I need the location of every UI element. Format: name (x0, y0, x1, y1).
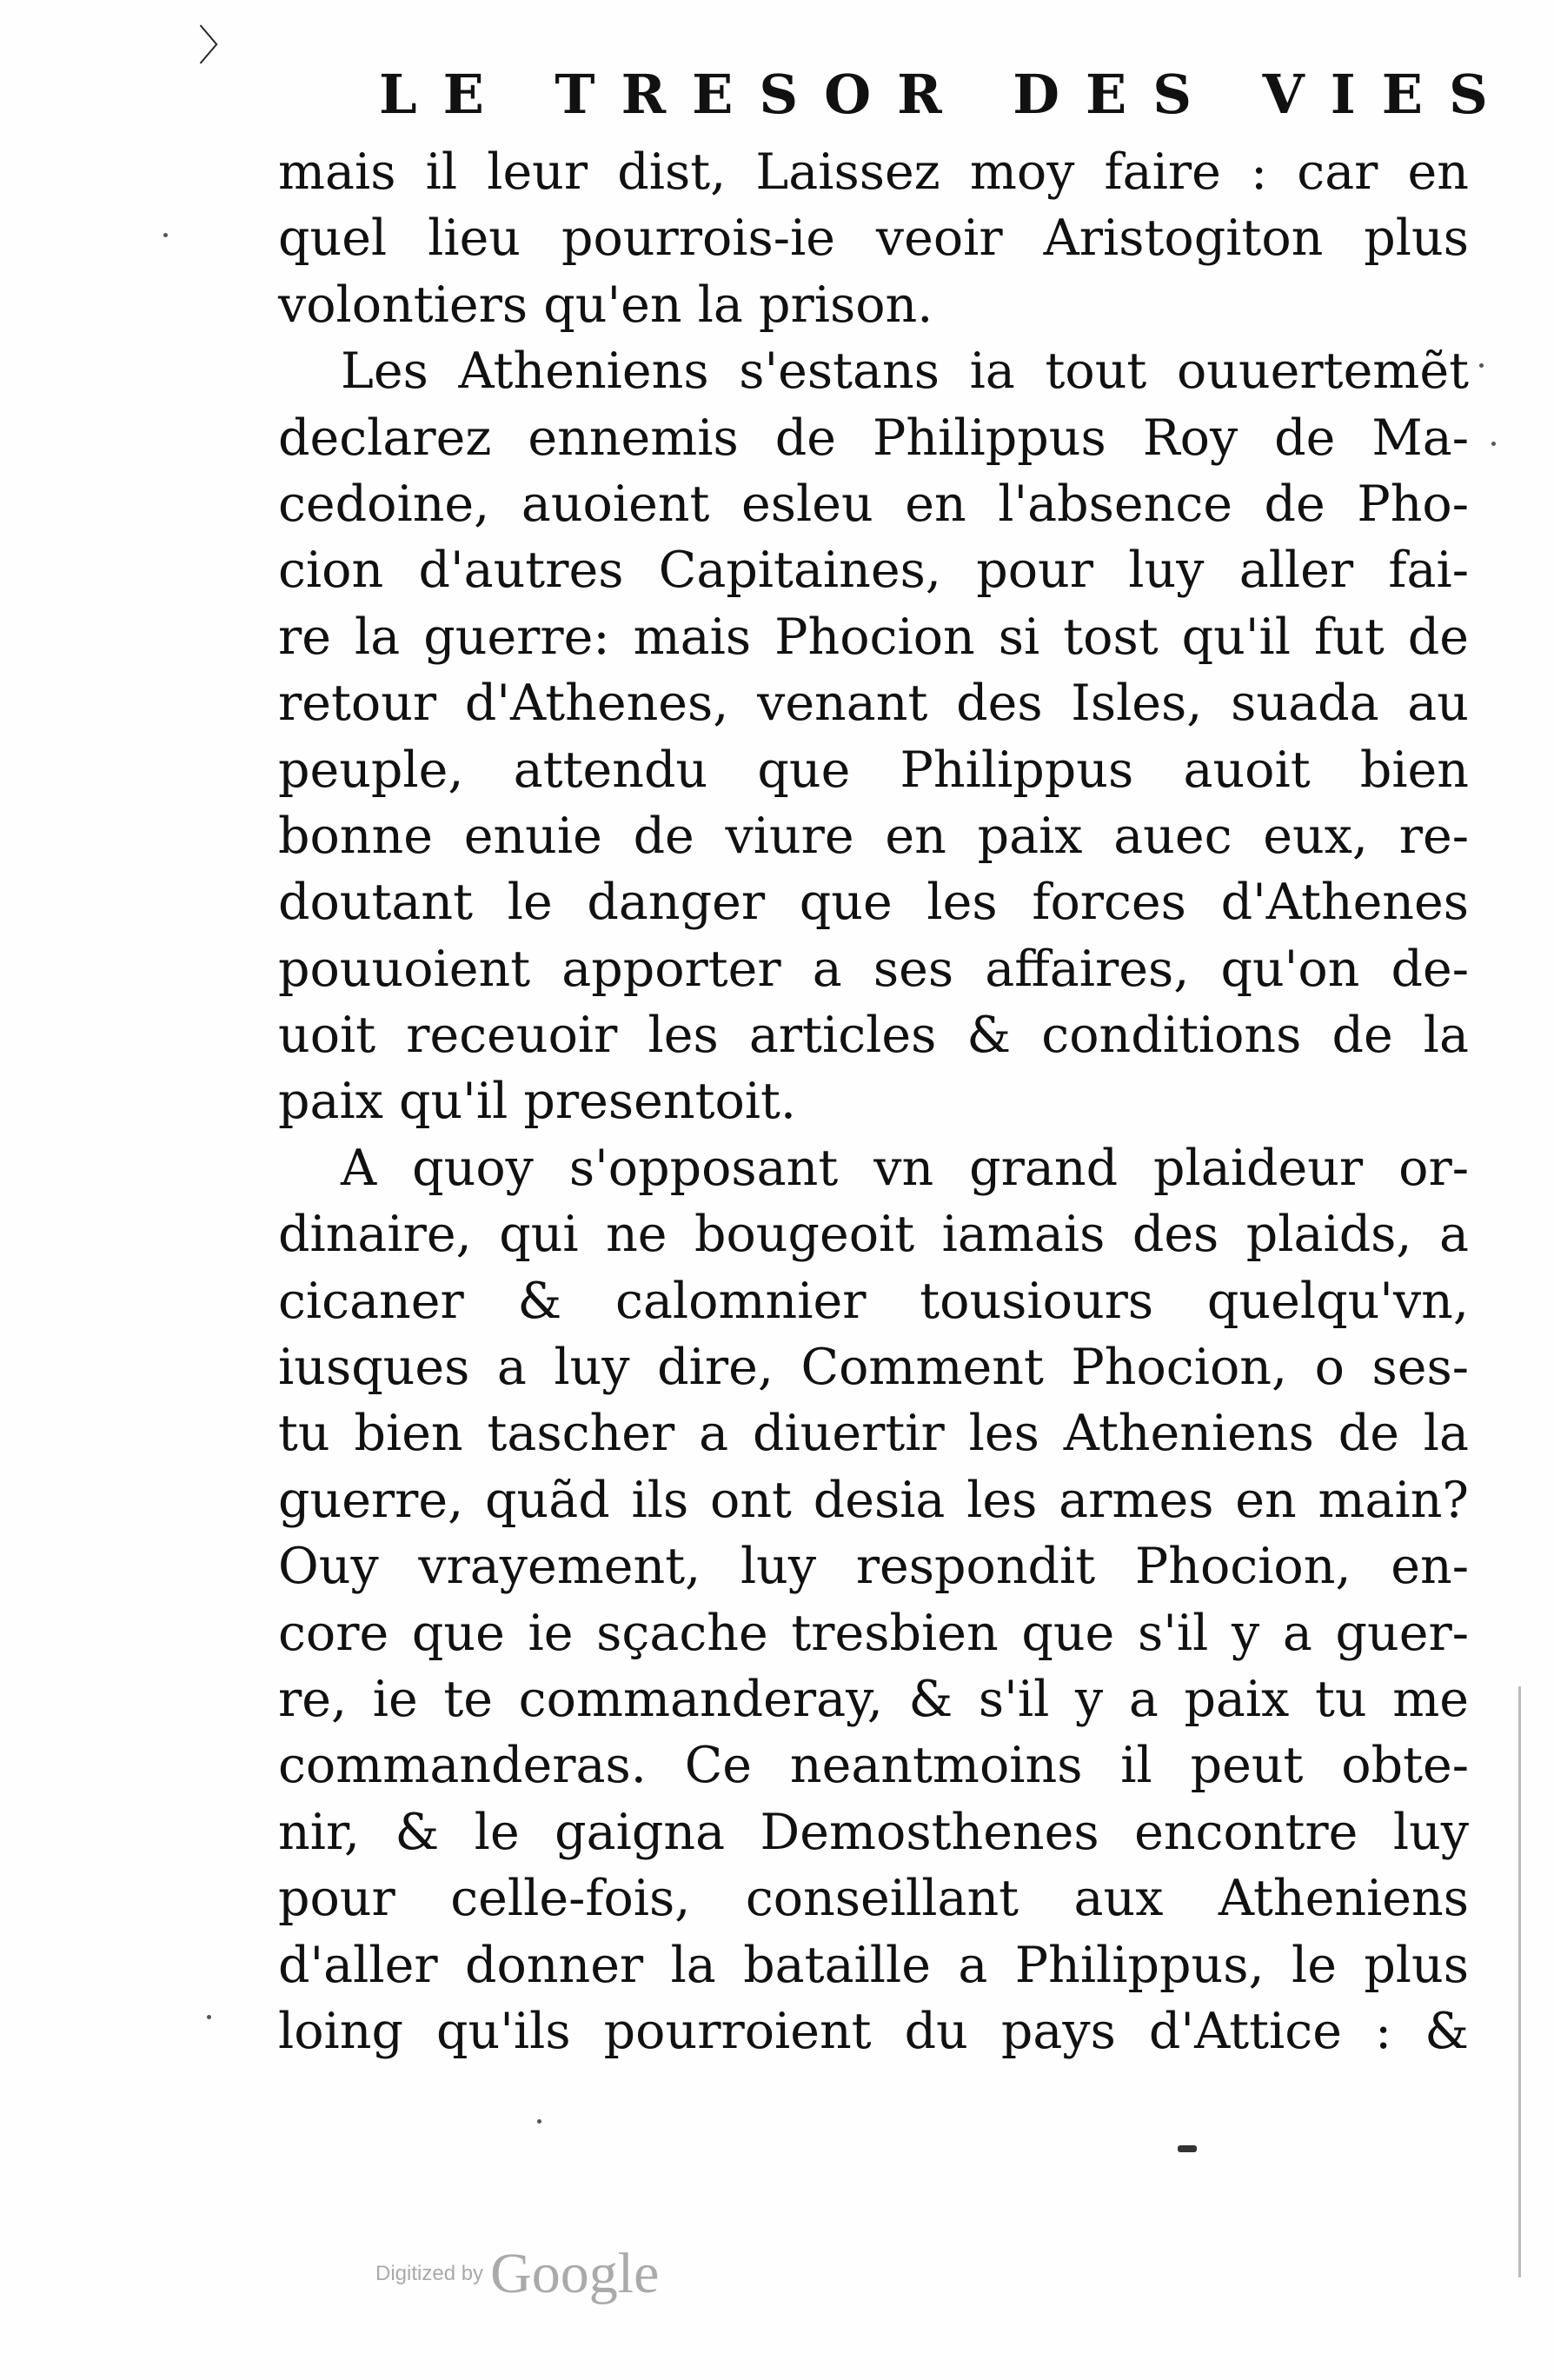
scan-edge-rule (1518, 1686, 1521, 2277)
text-line: core que ie sçache tresbien que s'il y a guer- (278, 1604, 1469, 1662)
ink-speck (207, 2015, 211, 2019)
text-line: paix qu'il presentoit. (278, 1073, 797, 1131)
text-line: dinaire, qui ne bougeoit iamais des plaids, a (278, 1206, 1469, 1264)
text-line: quel lieu pourrois-ie veoir Aristogiton plus (278, 209, 1469, 268)
text-line: volontiers qu'en la prison. (278, 276, 933, 334)
text-line: re la guerre: mais Phocion si tost qu'il fut de (278, 608, 1469, 666)
text-line: mais il leur dist, Laissez moy faire : car en (278, 143, 1469, 201)
text-line: Les Atheniens s'estans ia tout ouuertemẽt (341, 342, 1469, 401)
ink-speck (163, 233, 168, 237)
watermark-prefix: Digitized by (375, 2262, 484, 2285)
text-line: A quoy s'opposant vn grand plaideur or- (341, 1139, 1469, 1197)
text-line: Ouy vrayement, luy respondit Phocion, en- (278, 1538, 1469, 1596)
ink-mark (1178, 2145, 1197, 2152)
watermark-brand: Google (490, 2242, 660, 2305)
ink-speck (537, 2119, 541, 2124)
running-head: LE TRESOR DES VIES (379, 63, 1514, 126)
text-line: tu bien tascher a diuertir les Atheniens de la (278, 1405, 1469, 1463)
text-line: nir, & le gaigna Demosthenes encontre luy (278, 1803, 1469, 1861)
text-line: iusques a luy dire, Comment Phocion, o ses- (278, 1339, 1469, 1397)
corner-mark: 〉 (198, 22, 241, 70)
text-line: pouuoient apporter a ses affaires, qu'on de- (278, 940, 1469, 998)
text-line: cicaner & calomnier tousiours quelqu'vn, (278, 1272, 1469, 1330)
ink-speck (1491, 442, 1496, 446)
text-line: uoit receuoir les articles & conditions de la (278, 1007, 1469, 1065)
text-line: re, ie te commanderay, & s'il y a paix tu me (278, 1670, 1469, 1728)
ink-speck (1479, 363, 1484, 368)
text-line: guerre, quãd ils ont desia les armes en main? (278, 1471, 1469, 1529)
text-line: commanderas. Ce neantmoins il peut obte- (278, 1737, 1469, 1795)
text-line: d'aller donner la bataille a Philippus, le plus (278, 1936, 1469, 1994)
text-line: pour celle-fois, conseillant aux Atheniens (278, 1870, 1469, 1928)
text-line: bonne enuie de viure en paix auec eux, re- (278, 807, 1469, 865)
digitized-watermark (375, 2241, 659, 2307)
text-line: declarez ennemis de Philippus Roy de Ma- (278, 409, 1469, 467)
text-line: cion d'autres Capitaines, pour luy aller fai- (278, 542, 1469, 600)
text-line: retour d'Athenes, venant des Isles, suada au (278, 675, 1469, 733)
text-line: loing qu'ils pourroient du pays d'Attice : & (278, 2002, 1469, 2060)
text-line: doutant le danger que les forces d'Athenes (278, 874, 1469, 932)
body-text (278, 139, 1469, 2064)
text-line: peuple, attendu que Philippus auoit bien (278, 741, 1469, 799)
text-line: cedoine, auoient esleu en l'absence de Pho- (278, 475, 1469, 533)
